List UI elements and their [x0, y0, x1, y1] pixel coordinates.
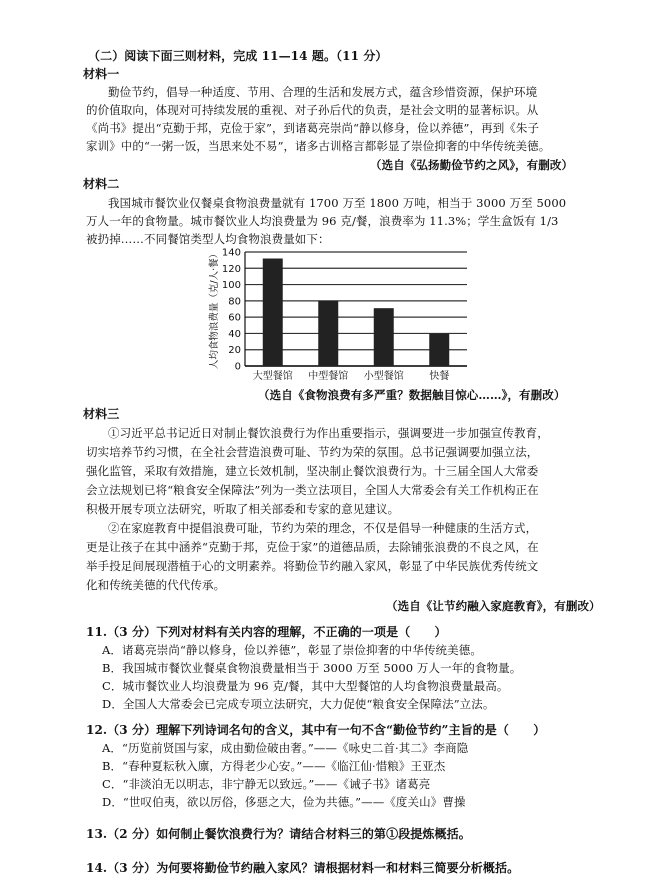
section-title: （二）阅读下面三则材料，完成 11—14 题。（11 分）	[88, 49, 388, 63]
material-3-line: 切实培养节约习惯，在全社会营造浪费可耻、节约为荣的氛围。总书记强调要加强立法，	[86, 445, 539, 459]
question-11-option-b: B．我国城市餐饮业餐桌食物浪费量相当于 3000 万至 5000 万人一年的食物量。	[102, 661, 522, 675]
material-1-line: 的价值取向，体现对可持续发展的重视、对子孙后代的负责，是社会文明的显著标识。从	[86, 103, 539, 117]
material-2-line: 万人一年的食物量。城市餐饮业人均浪费量为 96 克/餐，浪费率为 11.3%；学生盒饭有 1/3	[86, 214, 559, 228]
y-tick-label: 20	[228, 345, 241, 357]
question-12-option-d: D．“世叹伯夷，欲以厉俗，侈惡之大，俭为共德。”——《度关山》曹操	[102, 795, 466, 809]
y-tick-label: 60	[228, 312, 241, 324]
bar	[374, 308, 394, 366]
x-tick-label: 小型餐馆	[363, 371, 404, 382]
material-1-source: （选自《弘扬勤俭节约之风》，有删改）	[370, 158, 574, 172]
y-tick-label: 120	[221, 263, 241, 275]
material-1-label: 材料一	[83, 67, 120, 81]
material-3-line: 化和传统美德的代代传承。	[86, 578, 226, 592]
question-12-option-c: C．“非淡泊无以明志，非宁静无以致远。”——《诫子书》诸葛亮	[102, 777, 431, 791]
material-3-line: 积极开展专项立法研究，听取了相关部委和专家的意见建议。	[86, 502, 400, 516]
material-3-line: ②在家庭教育中提倡浪费可耻，节约为荣的理念，不仅是倡导一种健康的生活方式，	[108, 521, 538, 535]
y-tick-label: 100	[221, 280, 241, 292]
question-12-stem: 12.（3 分）理解下列诗词名句的含义，其中有一句不含“勤俭节约”主旨的是（ ）	[86, 723, 546, 737]
question-11-stem: 11.（3 分）下列对材料有关内容的理解，不正确的一项是（ ）	[86, 625, 447, 639]
y-tick-label: 0	[234, 361, 241, 373]
bar	[429, 333, 449, 366]
question-12-option-b: B．“春种夏耘秋入廪，方得老少心安。”——《临江仙·惜粮》王亚杰	[102, 759, 446, 773]
y-axis-label: 人均食物浪费量（克/人·餐）	[209, 248, 220, 370]
material-3-line: 举手投足间展现潜植于心的文明素养。将勤俭节约融入家风，彰显了中华民族优秀传统文	[86, 559, 539, 573]
question-14-stem: 14.（3 分）为何要将勤俭节约融入家风？请根据材料一和材料三简要分析概括。	[86, 861, 520, 875]
material-3-line: 强化监管，采取有效措施，建立长效机制，坚决制止餐饮浪费行为。十三届全国人大常委	[86, 464, 539, 478]
y-tick-label: 140	[221, 247, 241, 259]
material-2-source: （选自《食物浪费有多严重？数据触目惊心……》，有删改）	[258, 388, 566, 402]
x-tick-label: 大型餐馆	[252, 371, 293, 382]
material-1-line: 《尚书》提出“克勤于邦，克俭于家”，到诸葛亮崇尚“静以修身，俭以养德”，再到《朱子	[86, 121, 540, 135]
material-2-label: 材料二	[83, 177, 120, 191]
y-tick-label: 80	[228, 296, 241, 308]
material-1-line: 家训》中的“一粥一饭，当思来处不易”，诸多古训格言都彰显了崇俭抑奢的中华传统美德。	[86, 139, 551, 153]
material-3-line: ①习近平总书记近日对制止餐饮浪费行为作出重要指示，强调要进一步加强宣传教育，	[108, 426, 549, 440]
x-tick-label: 中型餐馆	[308, 371, 349, 382]
material-2-line: 我国城市餐饮业仅餐桌食物浪费量就有 1700 万至 1800 万吨，相当于 3000 万至 5000	[108, 196, 567, 210]
material-3-line: 会立法规划已将“粮食安全保障法”列为一类立法项目，全国人大常委会有关工作机构正在	[86, 483, 539, 497]
question-11-option-c: C．城市餐饮业人均浪费量为 96 克/餐，其中大型餐馆的人均食物浪费量最高。	[102, 679, 509, 693]
material-3-line: 更是让孩子在其中涵养“克勤于邦，克俭于家”的道德品质，去除铺张浪费的不良之风，在	[86, 540, 539, 554]
material-3-source: （选自《让节约融入家庭教育》，有删改）	[386, 599, 601, 613]
bar	[318, 301, 338, 366]
question-11-option-d: D．全国人大常委会已完成专项立法研究，大力促使“粮食安全保障法”立法。	[102, 697, 495, 711]
material-2-line: 被扔掉……不同餐馆类型人均食物浪费量如下：	[86, 232, 330, 246]
food-waste-bar-chart	[205, 244, 485, 384]
material-3-label: 材料三	[83, 407, 120, 421]
question-13-stem: 13.（2 分）如何制止餐饮浪费行为？请结合材料三的第①段提炼概括。	[86, 827, 471, 841]
y-tick-label: 40	[228, 328, 241, 340]
bar	[263, 259, 283, 366]
question-11-option-a: A．诸葛亮崇尚“静以修身，俭以养德”，彰显了崇俭抑奢的中华传统美德。	[102, 643, 482, 657]
x-tick-label: 快餐	[429, 371, 450, 382]
material-1-line: 勤俭节约，倡导一种适度、节用、合理的生活和发展方式，蕴含珍惜资源，保护环境	[108, 85, 538, 99]
question-12-option-a: A．“历览前贤国与家，成由勤俭破由奢。”——《咏史二首·其二》李商隐	[102, 741, 469, 755]
